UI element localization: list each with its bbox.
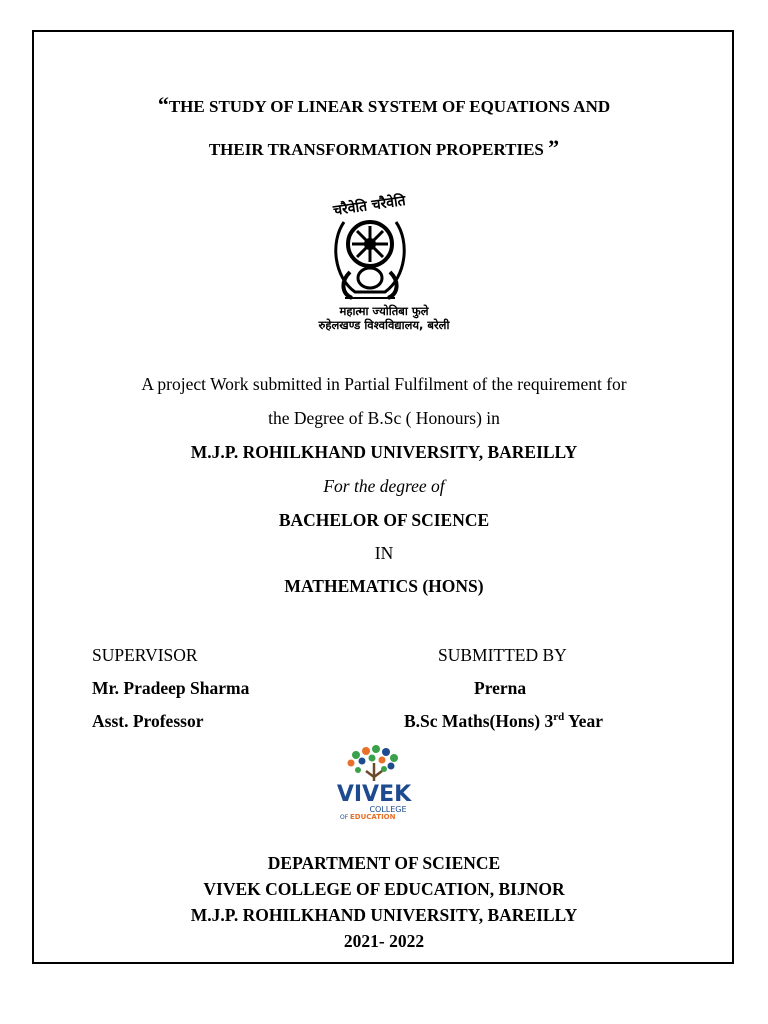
footer-university: M.J.P. ROHILKHAND UNIVERSITY, BAREILLY (190, 905, 578, 925)
seal-name-line-1: महात्मा ज्योतिबा फुले (339, 304, 429, 318)
submission-line-1: A project Work submitted in Partial Fulfilment of the requirement for (141, 374, 627, 394)
for-degree-text: For the degree of (323, 476, 445, 496)
degree-name: BACHELOR OF SCIENCE (278, 510, 490, 530)
university-name: M.J.P. ROHILKHAND UNIVERSITY, BAREILLY (190, 442, 578, 462)
student-name: Prerna (474, 678, 527, 698)
submitted-by-heading: SUBMITTED BY (438, 645, 567, 665)
subject-name: MATHEMATICS (HONS) (284, 576, 484, 596)
vivek-college-logo-icon (326, 741, 422, 837)
submission-line-2: the Degree of B.Sc ( Honours) in (268, 408, 500, 428)
title-line-2: THEIR TRANSFORMATION PROPERTIES ” (208, 135, 560, 160)
supervisor-heading: SUPERVISOR (92, 645, 198, 665)
seal-name-line-2: रुहेलखण्ड विश्वविद्यालय, बरेली (318, 318, 450, 332)
supervisor-name: Mr. Pradeep Sharma (92, 678, 250, 698)
student-course: B.Sc Maths(Hons) 3rd Year (404, 711, 603, 731)
title-line-1: “THE STUDY OF LINEAR SYSTEM OF EQUATIONS AND (157, 92, 611, 117)
session-years: 2021- 2022 (343, 931, 425, 951)
seal-motto: चरैवेति चरैवेति (332, 193, 407, 220)
college-name: VIVEK COLLEGE OF EDUCATION, BIJNOR (203, 879, 565, 899)
logo-of: OF (340, 814, 349, 821)
logo-word: VIVEK (336, 782, 412, 807)
logo-college: COLLEGE (369, 805, 407, 814)
logo-education: EDUCATION (350, 813, 396, 821)
department-name: DEPARTMENT OF SCIENCE (267, 853, 501, 873)
supervisor-designation: Asst. Professor (92, 711, 204, 731)
in-text: IN (374, 543, 394, 563)
